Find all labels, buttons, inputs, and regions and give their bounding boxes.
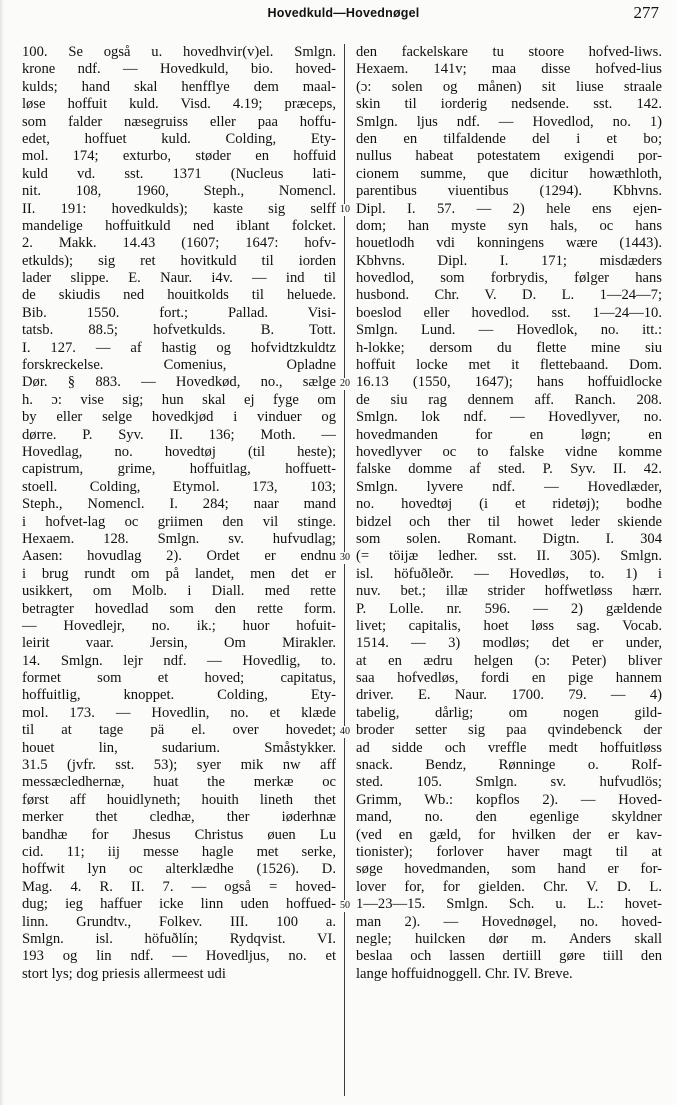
- text-line: de siu rag dennem aff. Ranch. 208.: [356, 391, 662, 408]
- text-line: saa hofvedløs, fordi en pige hannem: [356, 670, 662, 687]
- text-line: Smlgn. lok ndf. — Hovedlyver, no.: [356, 409, 662, 426]
- text-line: nit. 108, 1960, Steph., Nomencl.: [22, 183, 336, 200]
- text-line: mol. 173. — Hovedlin, no. et klæde: [22, 704, 336, 721]
- text-line: driver. E. Naur. 1700. 79. — 4): [356, 687, 662, 704]
- text-line: parentibus viuentibus (1294). Kbhvns.: [356, 183, 662, 200]
- text-line: først aff houidlyneth; houith lineth thet: [22, 791, 336, 808]
- text-line: 14. Smlgn. lejr ndf. — Hovedlig, to.: [22, 652, 336, 669]
- text-line: livet; capitalis, hoet løss sag. Vocab.: [356, 617, 662, 634]
- line-number: 50: [336, 900, 354, 912]
- text-line: houet lin, sudarium. Småstykker.: [22, 739, 336, 756]
- text-line: broder setter sig paa qvindebenck der: [356, 722, 662, 739]
- text-line: mandelige hoffuitkuld ned iblant folcket.: [22, 217, 336, 234]
- text-line: de skiudis ned houitkolds til heluede.: [22, 287, 336, 304]
- text-line: dørre. P. Syv. II. 136; Moth. —: [22, 426, 336, 443]
- text-line: snack. Bendz, Rønninge o. Rolf-: [356, 757, 662, 774]
- running-head: [24, 2, 663, 24]
- text-line: usikkert, om Molb. i Diall. med rette: [22, 583, 336, 600]
- text-line: h-lokke; dersom du flette mine siu: [356, 339, 662, 356]
- text-line: som solen. Romant. Digtn. I. 304: [356, 530, 662, 547]
- text-line: cid. 11; iij messe hagle met serke,: [22, 843, 336, 860]
- text-line: linn. Grundtv., Folkev. III. 100 a.: [22, 913, 336, 930]
- scan-edge: [0, 0, 4, 1105]
- text-line: (ɔ: solen og månen) sit liuse straale: [356, 78, 662, 95]
- text-line: by eller selge hovedkjød i vinduer og: [22, 409, 336, 426]
- text-line: 31.5 (jvfr. sst. 53); syer mik nw aff: [22, 757, 336, 774]
- text-line: tionister); forlover haver magt til at: [356, 843, 662, 860]
- text-line: stort lys; dog priesis allermeest udi: [22, 965, 226, 982]
- text-line: lange hoffuidnoggell. Chr. IV. Breve.: [356, 965, 573, 982]
- text-line: merker thet cledhæ, ther iøderhnæ: [22, 809, 336, 826]
- text-line: nuv. bet.; illæ strider hoffwetløss hærr.: [356, 583, 662, 600]
- text-line: cionem summe, que dicitur howæthloth,: [356, 165, 662, 182]
- text-line: husbond. Chr. V. D. L. 1—24—7;: [356, 287, 662, 304]
- left-column: [22, 44, 336, 983]
- text-line: mol. 174; exturbo, støder en hoffuid: [22, 148, 336, 165]
- running-title: Hovedkuld—Hovednøgel: [267, 6, 420, 20]
- right-column: [356, 44, 662, 983]
- text-line: dug; ieg haffuer icke linn uden hoffued-: [22, 896, 336, 913]
- text-line: hoffwit lyn oc alterklædhe (1526). D.: [22, 861, 336, 878]
- text-line: houetlodh vdi konningens wære (1443).: [356, 235, 662, 252]
- text-line: Mag. 4. R. II. 7. — også = hoved-: [22, 878, 336, 895]
- line-numbers: [336, 44, 352, 1096]
- text-line: hovedlyver oc to falske vidne komme: [356, 443, 662, 460]
- text-line: 100. Se også u. hovedhvir(v)el. Smlgn.: [22, 44, 336, 60]
- text-line: isl. höfuðleðr. — Hovedløs, to. 1) i: [356, 565, 662, 582]
- text-line: til at tage pä el. over hovedet;: [22, 722, 336, 739]
- text-line: tatsb. 88.5; hofvetkulds. B. Tott.: [22, 322, 336, 339]
- text-line: 193 og lin ndf. — Hovedljus, no. et: [22, 948, 336, 965]
- text-line: Aasen: hovudlag 2). Ordet er endnu: [22, 548, 336, 565]
- text-line: 1514. — 3) modløs; det er under,: [356, 635, 662, 652]
- text-line: hoffuitlig, knoppet. Colding, Ety-: [22, 687, 336, 704]
- text-line: (= töijæ ledher. sst. II. 305). Smlgn.: [356, 548, 662, 565]
- text-line: (ved en gæld, for hvilken der er kav-: [356, 826, 662, 843]
- text-line: betragter hovedlad som den rette form.: [22, 600, 336, 617]
- text-line: no. hovedtøj (i et ridetøj); bodhe: [356, 496, 662, 513]
- text-line: Dipl. I. 57. — 2) hele ens ejen-: [356, 200, 662, 217]
- text-line: Hovedlag, no. hovedtøj (til heste);: [22, 443, 336, 460]
- text-line: 1—23—15. Smlgn. Sch. u. L.: hovet-: [356, 896, 662, 913]
- text-line: formet som et hoved; capitatus,: [22, 670, 336, 687]
- text-line: mand, no. den egenlige skyldner: [356, 809, 662, 826]
- text-line: Smlgn. ljus ndf. — Hovedlod, no. 1): [356, 113, 662, 130]
- text-line: etkulds); sig ret hovitkuld til iorden: [22, 252, 336, 269]
- text-line: capistrum, grime, hoffuitlag, hoffuett-: [22, 461, 336, 478]
- line-number: 40: [336, 726, 354, 738]
- text-line: Steph., Nomencl. I. 284; naar mand: [22, 496, 336, 513]
- text-line: Dør. § 883. — Hovedkød, no., sælge: [22, 374, 336, 391]
- text-line: beslaa och lassen dertiill gøre tiill den: [356, 948, 662, 965]
- text-line: 2. Makk. 14.43 (1607; 1647: hofv-: [22, 235, 336, 252]
- text-line: i hofvet-lag oc griimen den vil stinge.: [22, 513, 336, 530]
- text-line: messæcledhernæ, huat the merkæ oc: [22, 774, 336, 791]
- text-line: Hexaem. 128. Smlgn. sv. hufvudlag;: [22, 530, 336, 547]
- text-line: lader slippe. E. Naur. i4v. — ind til: [22, 270, 336, 287]
- text-line: — Hovedlejr, no. ik.; huor hofuit-: [22, 617, 336, 634]
- text-line: krone ndf. — Hovedkuld, bio. hoved-: [22, 61, 336, 78]
- text-line: edet, hoffuet kuld. Colding, Ety-: [22, 130, 336, 147]
- text-line: P. Lolle. nr. 596. — 2) gældende: [356, 600, 662, 617]
- text-line: hovedmanden for en løgn; en: [356, 426, 662, 443]
- text-line: man 2). — Hovednøgel, no. hoved-: [356, 913, 662, 930]
- text-line: kuld vd. sst. 1371 (Nucleus lati-: [22, 165, 336, 182]
- text-line: i brug rundt om på landet, men det er: [22, 565, 336, 582]
- text-line: Hexaem. 141v; maa disse hofved-lius: [356, 61, 662, 78]
- text-line: Smlgn. lyvere ndf. — Hovedlæder,: [356, 478, 662, 495]
- text-line: 16.13 (1550, 1647); hans hoffuidlocke: [356, 374, 662, 391]
- text-line: leirit vaar. Jersin, Om Mirakler.: [22, 635, 336, 652]
- text-line: den en tilfaldende del i et bo;: [356, 130, 662, 147]
- text-line: Bib. 1550. fort.; Pallad. Visi-: [22, 304, 336, 321]
- text-line: sted. 105. Smlgn. sv. hufvudlös;: [356, 774, 662, 791]
- text-line: ad sidde och vreffle medt hoffuitløss: [356, 739, 662, 756]
- text-line: forskreckelse. Comenius, Opladne: [22, 357, 336, 374]
- text-line: søge hovedmanden, som hand er for-: [356, 861, 662, 878]
- text-line: den fackelskare tu stoore hofved-liws.: [356, 44, 662, 60]
- text-line: som falder næsegruiss eller paa hoffu-: [22, 113, 336, 130]
- text-line: negle; huilcken dør m. Anders skall: [356, 930, 662, 947]
- text-line: kulds; hand skal henfflye dem maal-: [22, 78, 336, 95]
- text-line: boeslod eller hovedlod. sst. 1—24—10.: [356, 304, 662, 321]
- text-line: II. 191: hovedkulds); kaste sig selff: [22, 200, 336, 217]
- text-line: skin til iorderig nedsende. sst. 142.: [356, 96, 662, 113]
- text-line: tabelig, dårlig; om nogen gild-: [356, 704, 662, 721]
- line-number: 10: [336, 204, 354, 216]
- text-line: falske domme af sted. P. Syv. II. 42.: [356, 461, 662, 478]
- text-line: Smlgn. isl. höfuðlín; Rydqvist. VI.: [22, 930, 336, 947]
- text-line: stoell. Colding, Etymol. 173, 103;: [22, 478, 336, 495]
- text-line: Grimm, Wb.: kopflos 2). — Hoved-: [356, 791, 662, 808]
- text-line: dom; han myste syn hals, oc hans: [356, 217, 662, 234]
- text-line: Smlgn. Lund. — Hovedlok, no. itt.:: [356, 322, 662, 339]
- text-line: nullus habeat potestatem exigendi por-: [356, 148, 662, 165]
- text-line: at en ædru helgen (ɔ: Peter) bliver: [356, 652, 662, 669]
- text-line: bandhæ for Jhesus Christus øuen Lu: [22, 826, 336, 843]
- text-line: lover for, for gielden. Chr. V. D. L.: [356, 878, 662, 895]
- text-line: hovedlod, som forbrydis, følger hans: [356, 270, 662, 287]
- text-line: løse hoffuit kuld. Visd. 4.19; præceps,: [22, 96, 336, 113]
- text-line: bidzel och ther til howet leder skiende: [356, 513, 662, 530]
- line-number: 20: [336, 378, 354, 390]
- text-line: h. ɔ: vise sig; hun skal ej fyge om: [22, 391, 336, 408]
- page-number: 277: [633, 3, 659, 22]
- text-line: I. 127. — af hastig og hofvidtzkuldtz: [22, 339, 336, 356]
- text-line: hoffuit locke met it flettebaand. Dom.: [356, 357, 662, 374]
- text-line: Kbhvns. Dipl. I. 171; misdæders: [356, 252, 662, 269]
- line-number: 30: [336, 552, 354, 564]
